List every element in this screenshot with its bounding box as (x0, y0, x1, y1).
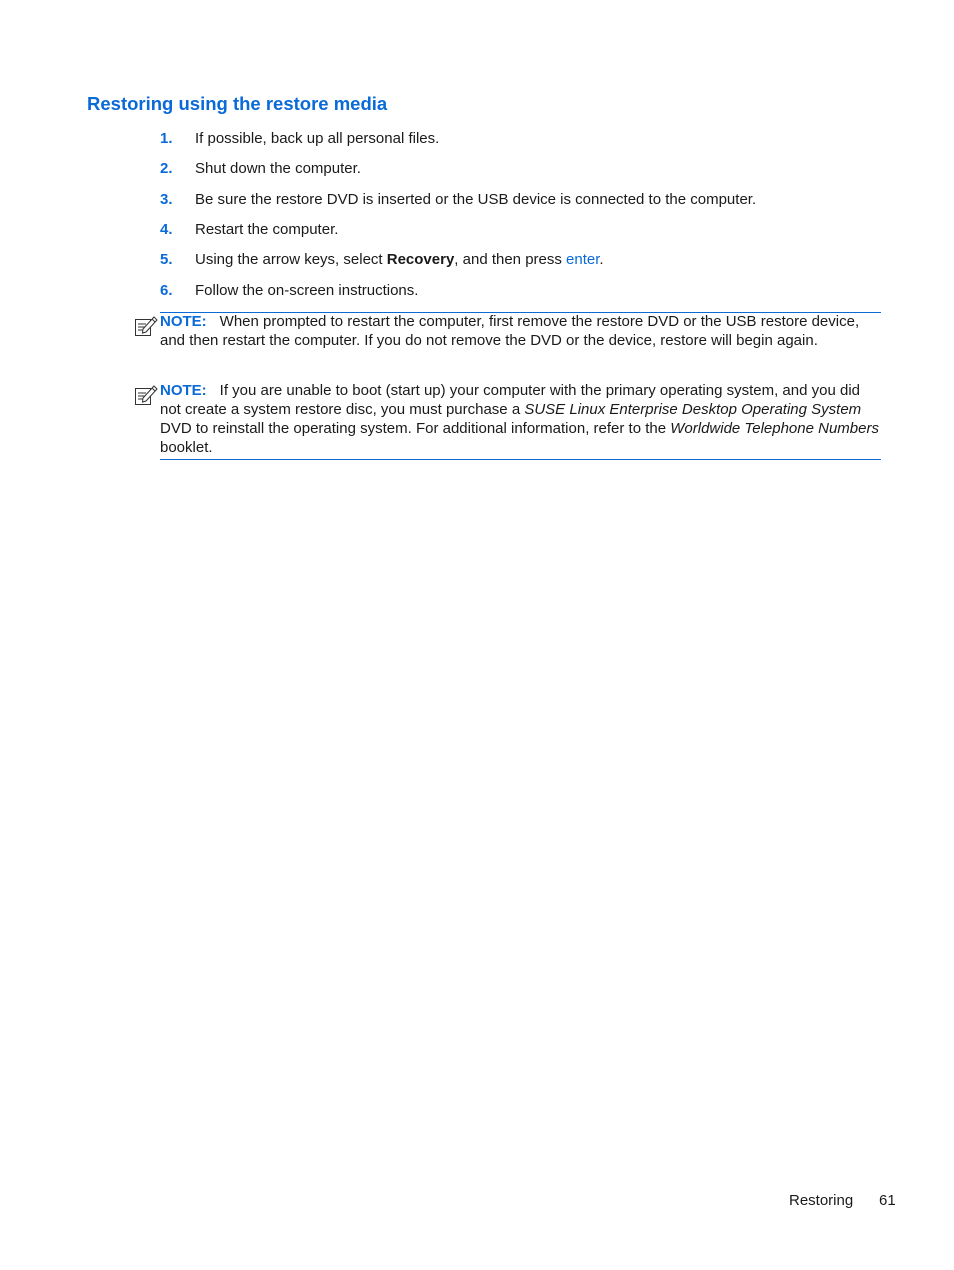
note-pencil-icon (134, 315, 158, 337)
step-number: 1. (160, 130, 173, 147)
booklet-name: Worldwide Telephone Numbers (670, 420, 879, 437)
step-number: 3. (160, 191, 173, 208)
step-number: 5. (160, 251, 173, 268)
note-pencil-icon (134, 384, 158, 406)
note-text: booklet. (160, 439, 213, 456)
product-name: SUSE Linux Enterprise Desktop Operating System (524, 401, 862, 418)
step-number: 6. (160, 282, 173, 299)
section-heading: Restoring using the restore media (87, 93, 388, 114)
step-text: If possible, back up all personal files. (195, 130, 440, 147)
note-2 (160, 381, 881, 457)
page-number: 61 (879, 1192, 896, 1209)
note-label: NOTE: (160, 382, 207, 399)
enter-key: enter (566, 251, 600, 268)
step-text-part: Using the arrow keys, select (195, 251, 387, 268)
footer-section: Restoring (789, 1192, 854, 1209)
note-text: When prompted to restart the computer, first remove the restore DVD or the USB restore device, and then restart the computer. If you do not remove the DVD or the device, restore will begin again. (160, 313, 860, 349)
step-text: Be sure the restore DVD is inserted or the USB device is connected to the computer. (195, 191, 757, 208)
recovery-option: Recovery (386, 251, 455, 268)
step-text: Shut down the computer. (195, 160, 361, 177)
step-text: Follow the on-screen instructions. (195, 282, 419, 299)
step-text-part: , and then press (454, 251, 567, 268)
note-bottom-rule (160, 459, 881, 460)
note-label: NOTE: (160, 313, 207, 330)
step-text-part: . (599, 251, 604, 268)
step-number: 4. (160, 221, 173, 238)
note-text: DVD to reinstall the operating system. For additional information, refer to the (160, 420, 671, 437)
step-text (195, 250, 604, 269)
step-text: Restart the computer. (195, 221, 339, 238)
note-text: If you are unable to boot (start up) your computer with the primary operating system, and you did not create a system restore disc, you must purchase a (160, 382, 860, 418)
note-1 (160, 312, 881, 350)
step-number: 2. (160, 160, 173, 177)
